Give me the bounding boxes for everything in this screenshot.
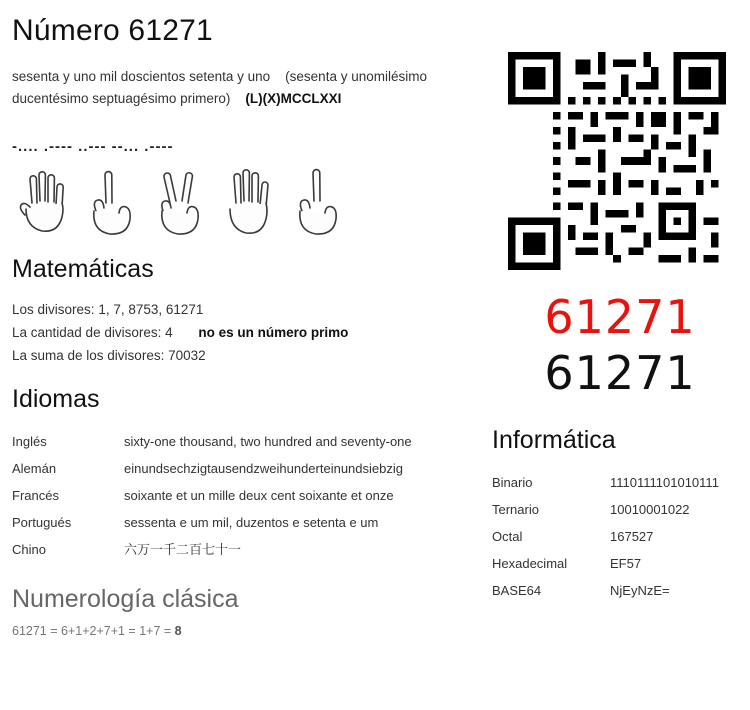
divisor-sum-value: 70032 xyxy=(168,348,206,363)
language-name: Inglés xyxy=(12,434,47,449)
qr-code-icon xyxy=(508,52,726,270)
table-row xyxy=(492,469,740,496)
language-value: sixty-one thousand, two hundred and seventy-one xyxy=(124,434,412,449)
language-name: Portugués xyxy=(12,515,72,530)
informatics-value: 10010001022 xyxy=(610,502,690,517)
hand-sign-2-icon xyxy=(148,167,210,237)
ordinal-words: (sesenta y unomilésimo ducentésimo septuagésimo primero) xyxy=(12,69,427,106)
table-row xyxy=(492,550,740,577)
right-column xyxy=(490,8,740,604)
table-row xyxy=(12,482,482,509)
language-name: Francés xyxy=(12,488,59,503)
cardinal-words: sesenta y uno mil doscientos setenta y uno xyxy=(12,69,271,84)
table-row xyxy=(12,509,482,536)
divisors-label: Los divisores: xyxy=(12,302,95,317)
language-value: sessenta e um mil, duzentos e setenta e um xyxy=(124,515,379,530)
language-value: soixante et un mille deux cent soixante et onze xyxy=(124,488,394,503)
divisors-row xyxy=(12,298,492,321)
page-title: Número 61271 xyxy=(12,14,213,47)
language-value: 六万一千二百七十一 xyxy=(124,542,242,557)
divisor-count-value: 4 xyxy=(165,325,173,340)
language-name: Chino xyxy=(12,542,46,557)
hand-sign-7-icon xyxy=(216,167,278,237)
big-number-black: 61271 xyxy=(544,346,696,400)
left-column xyxy=(12,8,492,638)
divisor-sum-row xyxy=(12,344,492,367)
numerology-formula xyxy=(12,624,492,638)
language-value: einundsechzigtausendzweihunderteinundsiebzig xyxy=(124,461,403,476)
prime-status: no es un número primo xyxy=(198,325,349,340)
number-in-words xyxy=(12,66,482,110)
table-row xyxy=(492,496,740,523)
hand-sign-group xyxy=(12,165,492,237)
numerology-heading: Numerología clásica xyxy=(12,585,239,613)
hand-sign-1b-icon xyxy=(284,167,346,237)
informatics-key: Hexadecimal xyxy=(492,556,568,571)
informatics-value: NjEyNzE= xyxy=(610,583,670,598)
divisor-sum-label: La suma de los divisores: xyxy=(12,348,165,363)
math-heading: Matemáticas xyxy=(12,255,154,283)
numerology-result: 8 xyxy=(174,624,182,638)
numerology-formula-text: 61271 = 6+1+2+7+1 = 1+7 = xyxy=(12,624,175,638)
informatics-table xyxy=(492,469,740,604)
informatics-value: 167527 xyxy=(610,529,654,544)
hand-sign-1-icon xyxy=(80,167,142,237)
informatics-key: BASE64 xyxy=(492,583,542,598)
informatics-key: Ternario xyxy=(492,502,539,517)
divisors-value: 1, 7, 8753, 61271 xyxy=(98,302,204,317)
languages-table xyxy=(12,428,482,563)
language-name: Alemán xyxy=(12,461,57,476)
big-number-red: 61271 xyxy=(544,290,696,344)
table-row xyxy=(492,523,740,550)
informatics-value: 1110111101010111 xyxy=(610,475,719,490)
morse-code: -.... .---- ..--- --... .---- xyxy=(12,138,174,155)
divisor-count-label: La cantidad de divisores: xyxy=(12,325,162,340)
informatics-key: Octal xyxy=(492,529,523,544)
table-row xyxy=(492,577,740,604)
informatics-value: EF57 xyxy=(610,556,642,571)
informatics-heading: Informática xyxy=(492,426,616,454)
divisor-count-row xyxy=(12,321,492,344)
table-row xyxy=(12,536,482,563)
table-row xyxy=(12,455,482,482)
table-row xyxy=(12,428,482,455)
hand-sign-6-icon xyxy=(12,167,74,237)
languages-heading: Idiomas xyxy=(12,385,100,413)
roman-numeral: (L)(X)MCCLXXI xyxy=(245,91,342,106)
informatics-key: Binario xyxy=(492,475,533,490)
